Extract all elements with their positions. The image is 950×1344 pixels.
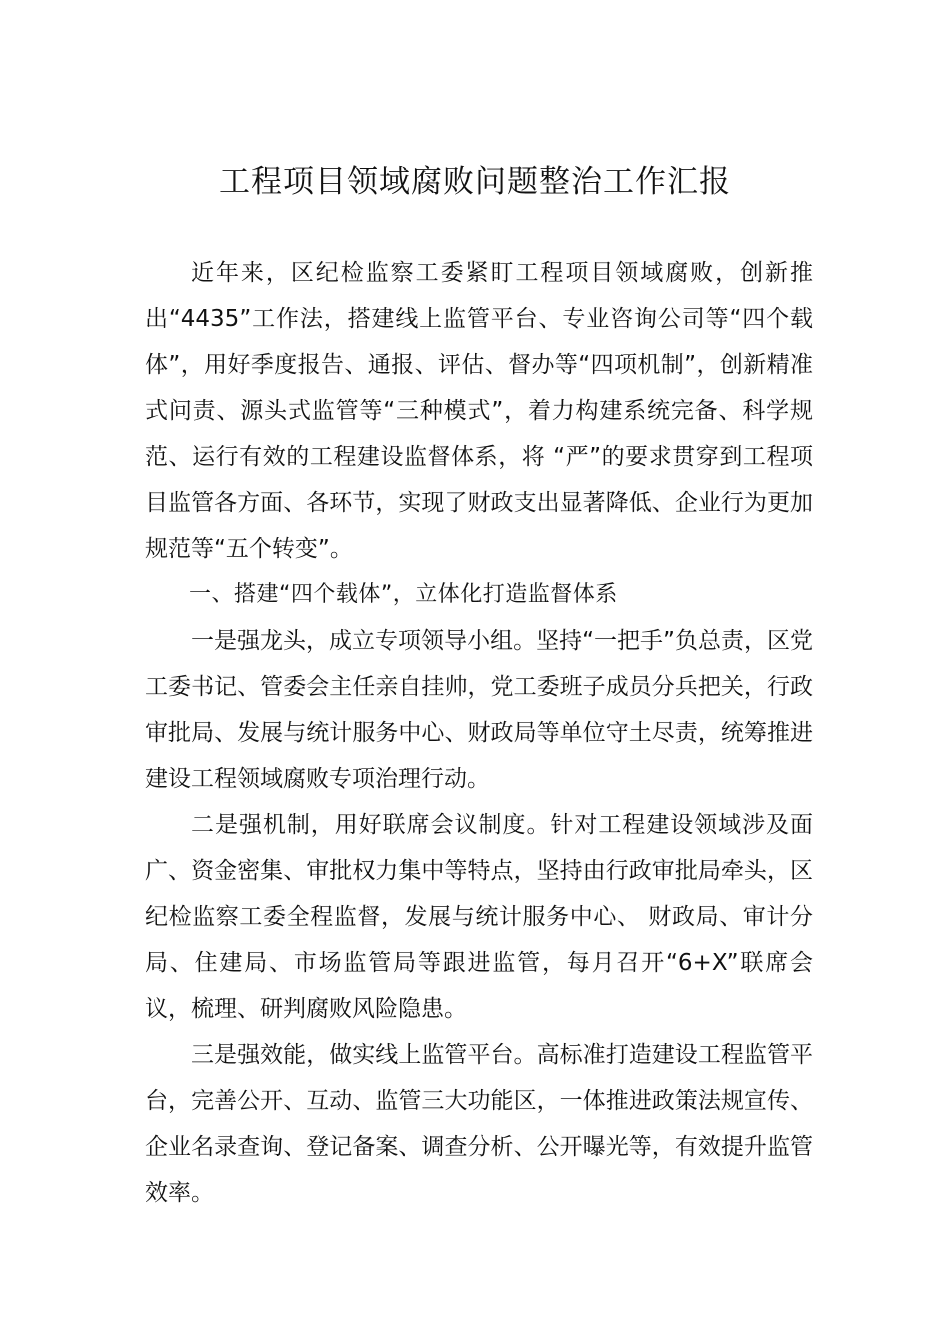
intro-paragraph: 近年来，区纪检监察工委紧盯工程项目领域腐败，创新推出“4435”工作法，搭建线上监管平台、专业咨询公司等“四个载体”，用好季度报告、通报、评估、督办等“四项机制”，创新精准式问责、源头式监管等“三种模式”，着力构建系统完备、科学规范、运行有效的工程建设监督体系，将 “严”的要求贯穿到工程项目监管各方面、各环节，实现了财政支出显著降低、企业行为更加规范等“五个转变”。 [145, 260, 813, 562]
section-heading: 一、搭建“四个载体”，立体化打造监督体系 [189, 582, 618, 607]
document-title: 工程项目领域腐败问题整治工作汇报 [219, 164, 731, 200]
body-paragraph: 二是强机制，用好联席会议制度。针对工程建设领域涉及面广、资金密集、审批权力集中等特点，坚持由行政审批局牵头，区纪检监察工委全程监督，发展与统计服务中心、 财政局、审计分局、住建局、市场监管局等跟进监管，每月召开“6+X”联席会议，梳理、研判腐败风险隐患。 [145, 812, 813, 1022]
body-paragraph: 一是强龙头，成立专项领导小组。坚持“一把手”负总责，区党工委书记、管委会主任亲自挂帅，党工委班子成员分兵把关，行政审批局、发展与统计服务中心、财政局等单位守土尽责，统筹推进建设工程领域腐败专项治理行动。 [145, 628, 813, 792]
body-paragraph: 三是强效能，做实线上监管平台。高标准打造建设工程监管平台，完善公开、互动、监管三大功能区，一体推进政策法规宣传、企业名录查询、登记备案、调查分析、公开曝光等，有效提升监管效率。 [145, 1042, 813, 1206]
document-body [145, 250, 813, 1216]
